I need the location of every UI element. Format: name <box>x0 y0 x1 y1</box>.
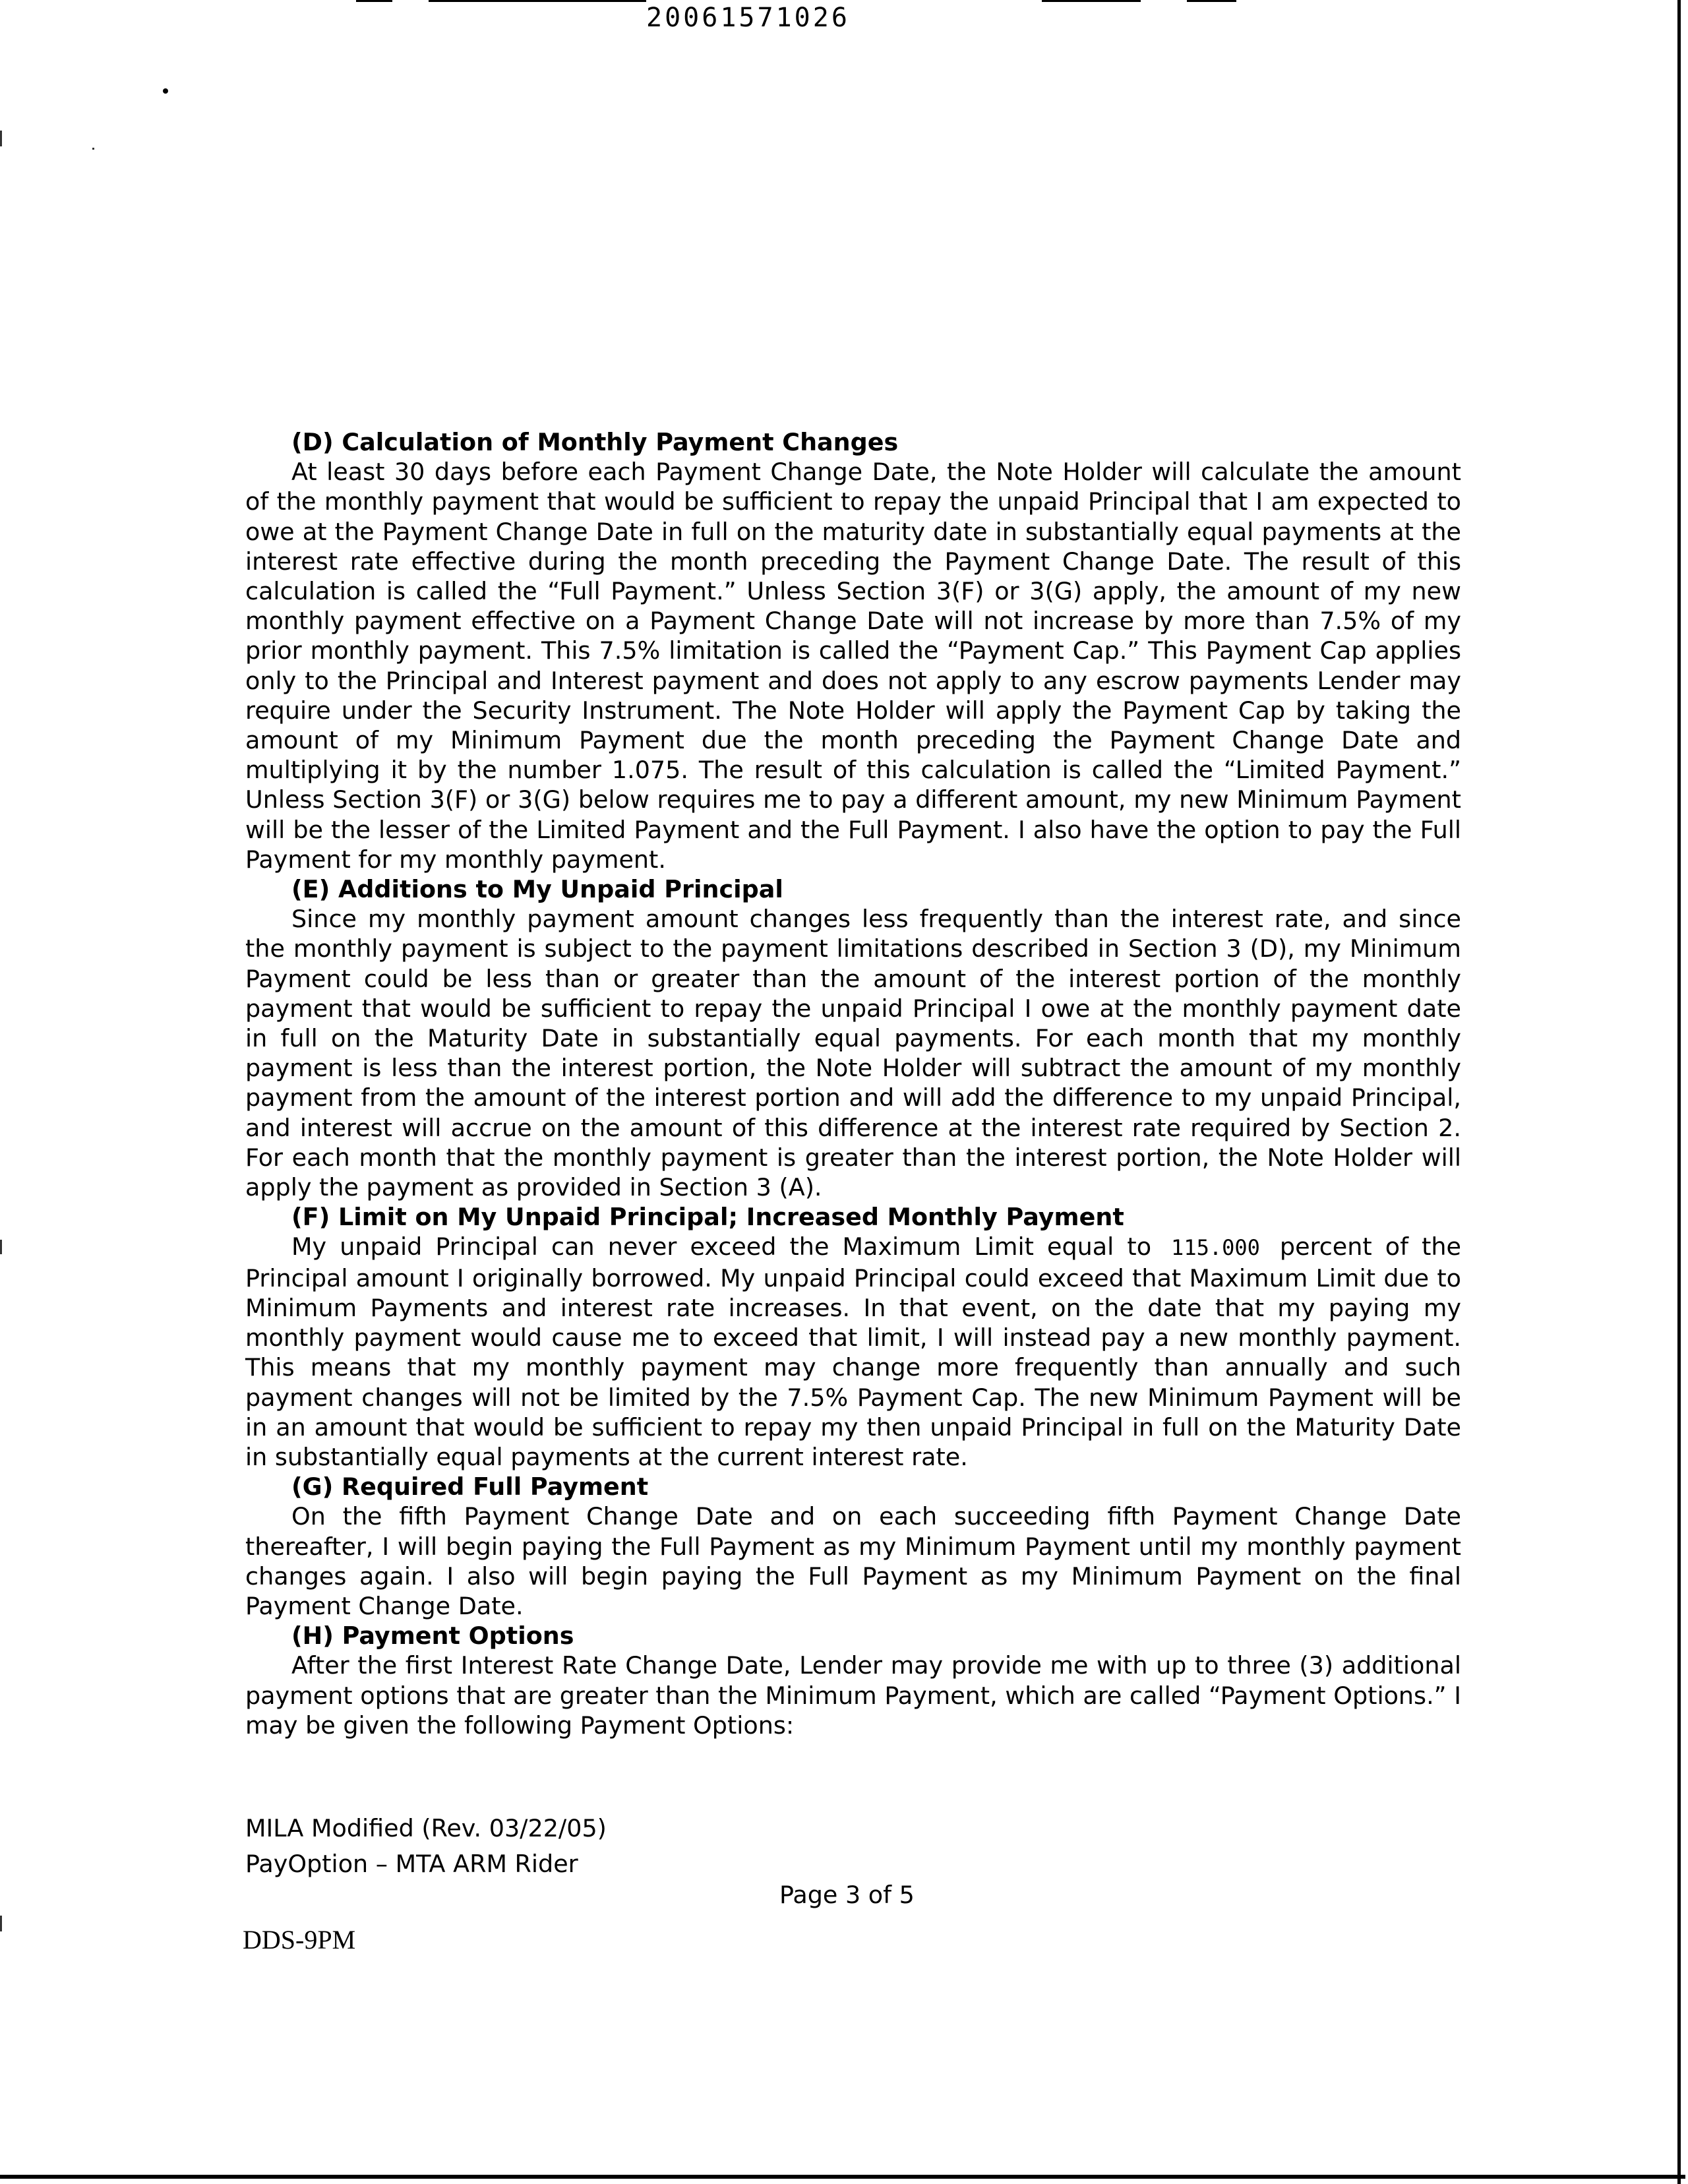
form-code: DDS-9PM <box>243 1925 356 1955</box>
document-body <box>245 427 1461 1740</box>
max-limit-percent-value: 115.000 <box>1171 1235 1260 1261</box>
section-d-heading: (D) Calculation of Monthly Payment Changes <box>291 428 899 456</box>
section-e-paragraph: Since my monthly payment amount changes less frequently than the interest rate, and since the monthly payment is subject to the payment limitations described in Section 3 (D), my Minimum Payment could be less than or greater than the amount of the interest portion of the monthly payment that would be sufficient to repay the unpaid Principal I owe at the monthly payment date in full on the Maturity Date in substantially equal payments. For each month that my monthly payment is less than the interest portion, the Note Holder will subtract the amount of my monthly payment from the amount of the interest portion and will add the difference to my unpaid Principal, and interest will accrue on the amount of this difference at the interest rate required by Section 2. For each month that the monthly payment is greater than the interest portion, the Note Holder will apply the payment as provided in Section 3 (A). <box>245 905 1461 1202</box>
section-e-heading: (E) Additions to My Unpaid Principal <box>291 875 783 904</box>
document-number: 20061571026 <box>646 3 850 33</box>
footer-rider-name: PayOption – MTA ARM Rider <box>245 1850 578 1878</box>
margin-tick-mark <box>0 131 2 146</box>
section-f-text-after: percent of the Principal amount I originally borrowed. My unpaid Principal could exceed that Maximum Limit due to Minimum Payments and interest rate increases. In that event, on the date that my paying my monthly payment would cause me to exceed that limit, I will instead pay a new monthly payment. This means that my monthly payment may change more frequently than annually and such payment changes will not be limited by the 7.5% Payment Cap. The new Minimum Payment will be in an amount that would be sufficient to repay my then unpaid Principal in full on the Maturity Date in substantially equal payments at the current interest rate. <box>245 1232 1461 1471</box>
section-h-heading: (H) Payment Options <box>291 1622 574 1651</box>
scan-border-bottom <box>0 2175 1685 2179</box>
scan-edge-line <box>1042 0 1141 2</box>
scan-speck-mark <box>92 148 94 150</box>
scan-border-right <box>1677 0 1681 2184</box>
scan-dot-mark <box>163 88 168 94</box>
page-number: Page 3 of 5 <box>779 1881 915 1909</box>
section-f-heading: (F) Limit on My Unpaid Principal; Increased Monthly Payment <box>291 1203 1124 1232</box>
footer-form-info <box>245 1811 607 1882</box>
section-g-paragraph: On the fifth Payment Change Date and on each succeeding fifth Payment Change Date thereafter, I will begin paying the Full Payment as my Minimum Payment until my monthly payment changes again. I also will begin paying the Full Payment as my Minimum Payment on the final Payment Change Date. <box>245 1502 1461 1620</box>
scan-edge-line <box>429 0 646 2</box>
footer-form-name: MILA Modified (Rev. 03/22/05) <box>245 1814 607 1842</box>
margin-tick-mark <box>0 1916 2 1931</box>
section-f-text-before: My unpaid Principal can never exceed the Maximum Limit equal to <box>291 1232 1152 1261</box>
section-g-heading: (G) Required Full Payment <box>291 1472 649 1502</box>
section-d-paragraph: At least 30 days before each Payment Change Date, the Note Holder will calculate the amount of the monthly payment that would be sufficient to repay the unpaid Principal that I am expected to owe at the Payment Change Date in full on the maturity date in substantially equal payments at the interest rate effective during the month preceding the Payment Change Date. The result of this calculation is called the “Full Payment.” Unless Section 3(F) or 3(G) apply, the amount of my new monthly payment effective on a Payment Change Date will not increase by more than 7.5% of my prior monthly payment. This 7.5% limitation is called the “Payment Cap.” This Payment Cap applies only to the Principal and Interest payment and does not apply to any escrow payments Lender may require under the Security Instrument. The Note Holder will apply the Payment Cap by taking the amount of my Minimum Payment due the month preceding the Payment Change Date and multiplying it by the number 1.075. The result of this calculation is called the “Limited Payment.” Unless Section 3(F) or 3(G) below requires me to pay a different amount, my new Minimum Payment will be the lesser of the Limited Payment and the Full Payment. I also have the option to pay the Full Payment for my monthly payment. <box>245 458 1461 874</box>
scan-edge-line <box>1187 0 1236 2</box>
section-h-paragraph: After the first Interest Rate Change Date, Lender may provide me with up to three (3) additional payment options that are greater than the Minimum Payment, which are called “Payment Options.” I may be given the following Payment Options: <box>245 1651 1461 1740</box>
section-f-paragraph <box>245 1232 1461 1472</box>
margin-tick-mark <box>0 1240 2 1254</box>
scan-edge-line <box>356 0 392 2</box>
